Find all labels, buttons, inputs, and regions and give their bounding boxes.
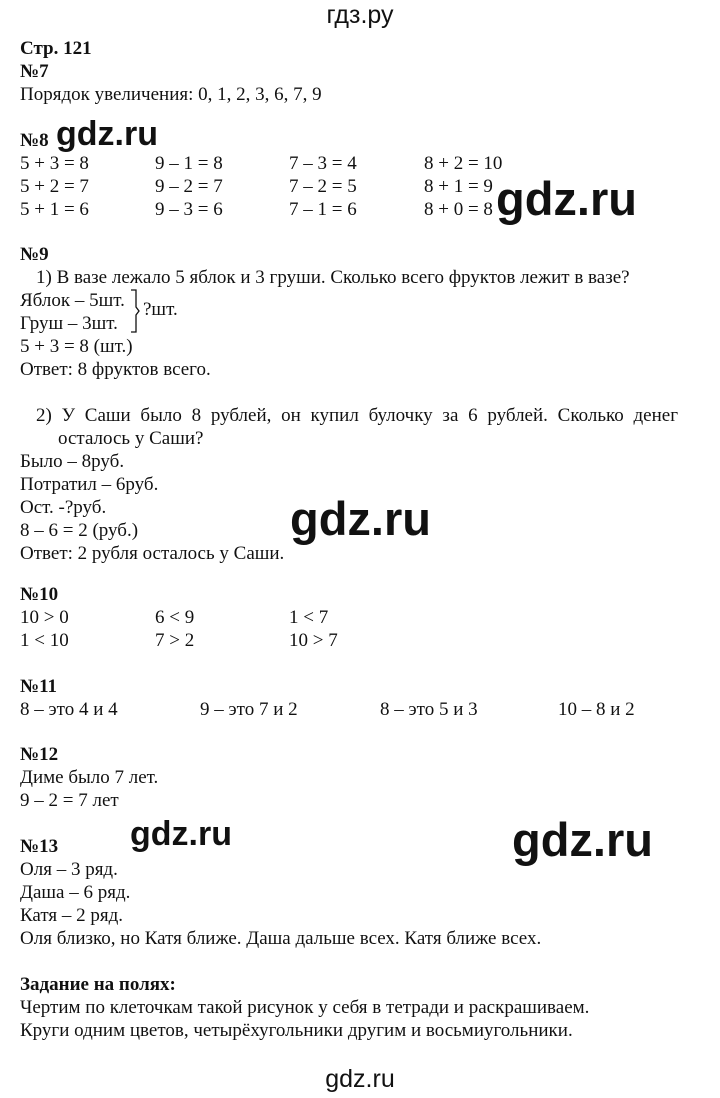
task-8-cell: 5 + 3 = 8 [20,153,89,174]
task-9-title: №9 [20,244,49,265]
task-10-cell: 7 > 2 [155,630,195,651]
watermark: gdz.ru [290,492,431,545]
task-11-item: 9 – это 7 и 2 [200,699,298,720]
task-12-line-2: 9 – 2 = 7 лет [20,790,119,811]
task-10-cell: 1 < 7 [289,607,329,628]
task-11-item: 8 – это 5 и 3 [380,699,478,720]
had-line: Было – 8руб. [20,451,125,472]
calc-2: 8 – 6 = 2 (руб.) [20,520,139,541]
answer-2: Ответ: 2 рубля осталось у Саши. [20,543,285,564]
watermark: gdz.ru [512,813,653,866]
task-12-line-1: Диме было 7 лет. [20,767,159,788]
task-8-cell: 7 – 3 = 4 [289,153,357,174]
question-label: ?шт. [143,299,178,320]
left-line: Ост. -?руб. [20,497,107,518]
site-footer: gdz.ru [325,1065,395,1093]
task-10-cell: 10 > 7 [289,630,338,651]
task-13-line-1: Оля – 3 ряд. [20,859,118,880]
brace-icon [130,289,140,333]
margin-task-title: Задание на полях: [20,974,176,995]
task-10-title: №10 [20,584,59,605]
task-8-cell: 9 – 2 = 7 [155,176,223,197]
task-13-line-4: Оля близко, но Катя ближе. Даша дальше всех. Катя ближе всех. [20,928,542,949]
task-11-item: 10 – 8 и 2 [558,699,635,720]
answer-1: Ответ: 8 фруктов всего. [20,359,211,380]
task-8-cell: 7 – 1 = 6 [289,199,357,220]
page-number: Стр. 121 [20,38,92,59]
watermark: gdz.ru [496,172,637,225]
watermark: gdz.ru [130,815,232,853]
task-8-cell: 8 + 0 = 8 [424,199,493,220]
task-8-cell: 9 – 3 = 6 [155,199,223,220]
task-13-title: №13 [20,836,59,857]
task-13-line-2: Даша – 6 ряд. [20,882,131,903]
task-8-cell: 5 + 2 = 7 [20,176,89,197]
task-8-cell: 5 + 1 = 6 [20,199,89,220]
task-8-cell: 8 + 2 = 10 [424,153,503,174]
task-9-problem-1: 1) В вазе лежало 5 яблок и 3 груши. Сколько всего фруктов лежит в вазе? [36,267,630,288]
task-10-cell: 10 > 0 [20,607,69,628]
task-8-cell: 9 – 1 = 8 [155,153,223,174]
calc-1: 5 + 3 = 8 (шт.) [20,336,133,357]
task-8-title: №8 [20,130,49,151]
apples-line: Яблок – 5шт. [20,290,125,311]
margin-task-line-1: Чертим по клеточкам такой рисунок у себя в тетради и раскрашиваем. [20,997,590,1018]
spent-line: Потратил – 6руб. [20,474,159,495]
task-13-line-3: Катя – 2 ряд. [20,905,124,926]
task-11-title: №11 [20,676,58,697]
task-9-problem-2-cont: осталось у Саши? [58,428,204,449]
task-10-cell: 6 < 9 [155,607,195,628]
task-10-cell: 1 < 10 [20,630,69,651]
margin-task-line-2: Круги одним цветов, четырёхугольники другим и восьмиугольники. [20,1020,573,1041]
task-9-problem-2: 2) У Саши было 8 рублей, он купил булочку за 6 рублей. Сколько денег [36,405,678,426]
task-7-line: Порядок увеличения: 0, 1, 2, 3, 6, 7, 9 [20,84,322,105]
task-11-item: 8 – это 4 и 4 [20,699,118,720]
task-8-cell: 7 – 2 = 5 [289,176,357,197]
task-12-title: №12 [20,744,59,765]
watermark: gdz.ru [56,115,158,153]
pears-line: Груш – 3шт. [20,313,118,334]
task-8-cell: 8 + 1 = 9 [424,176,493,197]
site-header: гдз.ру [326,1,394,29]
task-7-title: №7 [20,61,49,82]
